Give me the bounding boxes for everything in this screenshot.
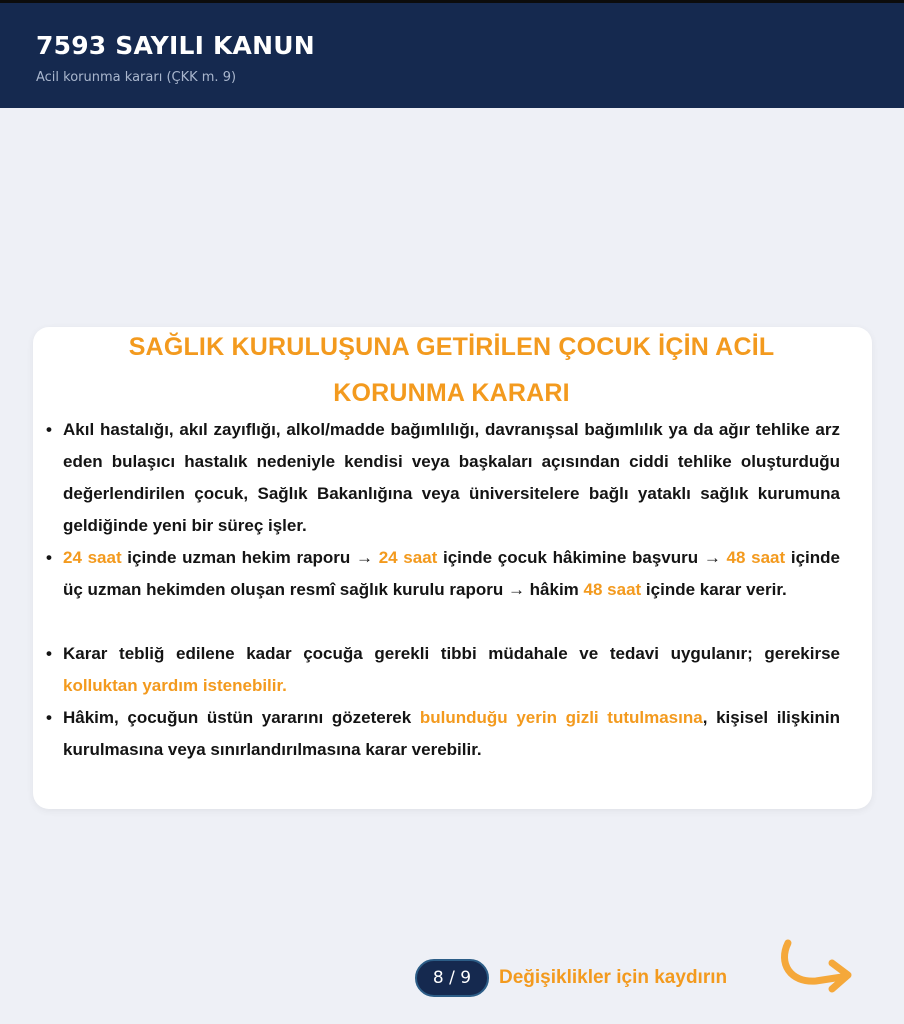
- scroll-hint: Değişiklikler için kaydırın: [499, 967, 728, 988]
- bullet-list: [46, 414, 840, 766]
- highlight-text: 48 saat: [583, 580, 642, 599]
- list-item: [46, 414, 840, 542]
- list-item: [46, 542, 840, 606]
- bullet-text: Akıl hastalığı, akıl zayıflığı, alkol/madde bağımlılığı, davranışsal bağımlılık ya da ağır tehlike arz eden bulaşıcı hastalık nedeniyle kendisi veya başkaları açısından ciddi tehlike oluşturduğu değerlendirilen çocuk, Sağlık Bakanlığına veya üniversitelere bağlı yataklı sağlık kurumuna geldiğinde yeni bir süreç işler.: [63, 420, 840, 535]
- bullet-text: Hâkim, çocuğun üstün yararını gözeterek: [63, 708, 420, 727]
- bullet-text: içinde karar verir.: [641, 580, 787, 599]
- highlight-text: bulunduğu yerin gizli tutulmasına: [419, 708, 703, 727]
- curved-arrow-right-icon[interactable]: [776, 937, 858, 999]
- bullet-text: içinde üç uzman hekimden oluşan resmî sağlık kurulu raporu → hâkim: [63, 548, 840, 599]
- bullet-text: Karar tebliğ edilene kadar çocuğa gerekli tibbi müdahale ve tedavi uygulanır; gerekirse: [63, 644, 840, 663]
- header-title: 7593 SAYILI KANUN: [36, 31, 315, 60]
- header: [0, 0, 904, 108]
- bullet-text: içinde uzman hekim raporu →: [121, 548, 379, 567]
- list-item: [46, 638, 840, 702]
- card-title: [63, 324, 840, 416]
- content-card: [33, 327, 872, 809]
- page-indicator: 8 / 9: [415, 959, 489, 997]
- bullet-dot: •: [46, 548, 52, 567]
- card-title-line1: SAĞLIK KURULUŞUNA GETİRİLEN ÇOCUK İÇİN ACİL: [128, 333, 775, 361]
- bullet-dot: •: [46, 420, 52, 439]
- list-item: [46, 702, 840, 766]
- highlight-text: 24 saat: [63, 548, 122, 567]
- highlight-text: 24 saat: [378, 548, 438, 567]
- highlight-text: kolluktan yardım istenebilir.: [63, 676, 287, 695]
- bullet-dot: •: [46, 644, 52, 663]
- bullet-text: , kişisel ilişkinin kurulmasına veya sınırlandırılmasına karar verebilir.: [63, 708, 840, 759]
- bullet-dot: •: [46, 708, 52, 727]
- highlight-text: 48 saat: [726, 548, 786, 567]
- footer: [415, 958, 727, 998]
- bullet-text: içinde çocuk hâkimine başvuru →: [437, 548, 727, 567]
- header-subtitle: Acil korunma kararı (ÇKK m. 9): [36, 70, 237, 85]
- card-title-line2: KORUNMA KARARI: [333, 379, 570, 407]
